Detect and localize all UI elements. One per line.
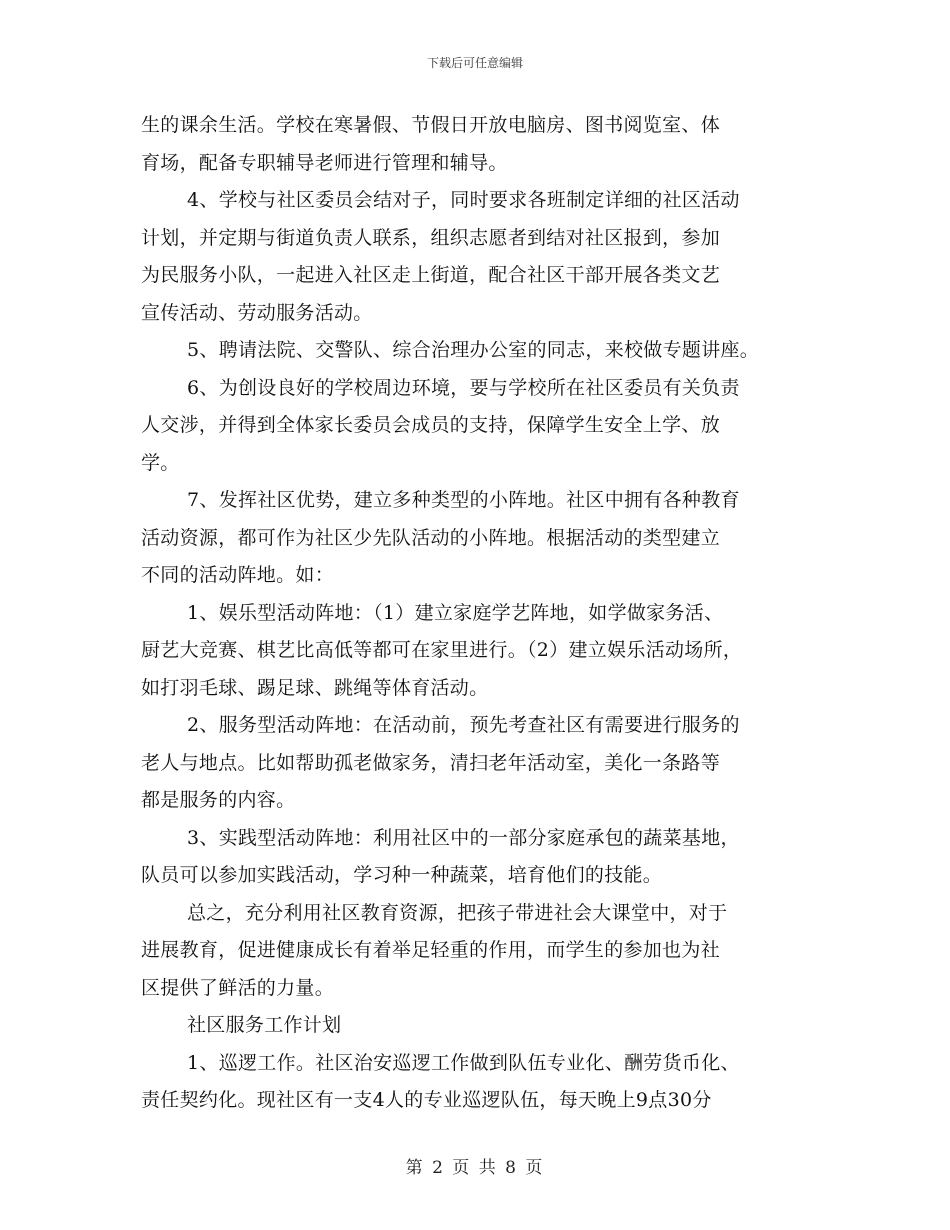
text-line: 2、服务型活动阵地：在活动前，预先考查社区有需要进行服务的 (187, 714, 740, 736)
text-line: 活动资源，都可作为社区少先队活动的小阵地。根据活动的类型建立 (141, 526, 721, 549)
text-line: 如打羽毛球、踢足球、跳绳等体育活动。 (141, 676, 489, 699)
text-line: 责任契约化。现社区有一支4人的专业巡逻队伍，每天晚上9点30分 (141, 1089, 712, 1111)
text-line: 计划，并定期与街道负责人联系，组织志愿者到结对社区报到，参加 (141, 226, 721, 249)
page-header: 下载后可任意编辑 (426, 56, 523, 70)
text-line: 队员可以参加实践活动，学习种一种蔬菜，培育他们的技能。 (141, 864, 663, 886)
text-line: 为民服务小队，一起进入社区走上街道，配合社区干部开展各类文艺 (141, 264, 721, 286)
text-line: 老人与地点。比如帮助孤老做家务，清扫老年活动室，美化一条路等 (141, 751, 721, 774)
text-line: 社区服务工作计划 (187, 1014, 342, 1036)
text-line: 学。 (141, 451, 180, 474)
text-line: 宣传活动、劳动服务活动。 (141, 301, 373, 324)
text-line: 人交涉，并得到全体家长委员会成员的支持，保障学生安全上学、放 (141, 414, 721, 436)
text-line: 1、娱乐型活动阵地：（1）建立家庭学艺阵地，如学做家务活、 (187, 601, 724, 624)
text-line: 3、实践型活动阵地：利用社区中的一部分家庭承包的蔬菜基地， (187, 826, 740, 849)
text-line: 生的课余生活。学校在寒暑假、节假日开放电脑房、图书阅览室、体 (141, 114, 721, 136)
page-number-footer: 第 2 页 共 8 页 (405, 1158, 545, 1178)
document-body (141, 107, 821, 1120)
text-line: 都是服务的内容。 (141, 789, 296, 811)
text-line: 不同的活动阵地。如： (141, 564, 335, 586)
text-line: 育场，配备专职辅导老师进行管理和辅导。 (141, 151, 508, 174)
text-line: 总之，充分利用社区教育资源，把孩子带进社会大课堂中，对于 (187, 901, 728, 924)
text-line: 区提供了鲜活的力量。 (141, 976, 335, 999)
text-line: 5、聘请法院、交警队、综合治理办公室的同志，来校做专题讲座。 (187, 339, 760, 361)
text-line: 进展教育，促进健康成长有着举足轻重的作用，而学生的参加也为社 (141, 939, 721, 961)
text-line: 4、学校与社区委员会结对子，同时要求各班制定详细的社区活动 (187, 189, 740, 211)
text-line: 厨艺大竞赛、棋艺比高低等都可在家里进行。（2）建立娱乐活动场所， (141, 639, 743, 661)
text-line: 6、为创设良好的学校周边环境，要与学校所在社区委员有关负责 (187, 376, 740, 399)
text-line: 7、发挥社区优势，建立多种类型的小阵地。社区中拥有各种教育 (187, 489, 740, 511)
text-line: 1、巡逻工作。社区治安巡逻工作做到队伍专业化、酬劳货币化、 (187, 1051, 740, 1074)
